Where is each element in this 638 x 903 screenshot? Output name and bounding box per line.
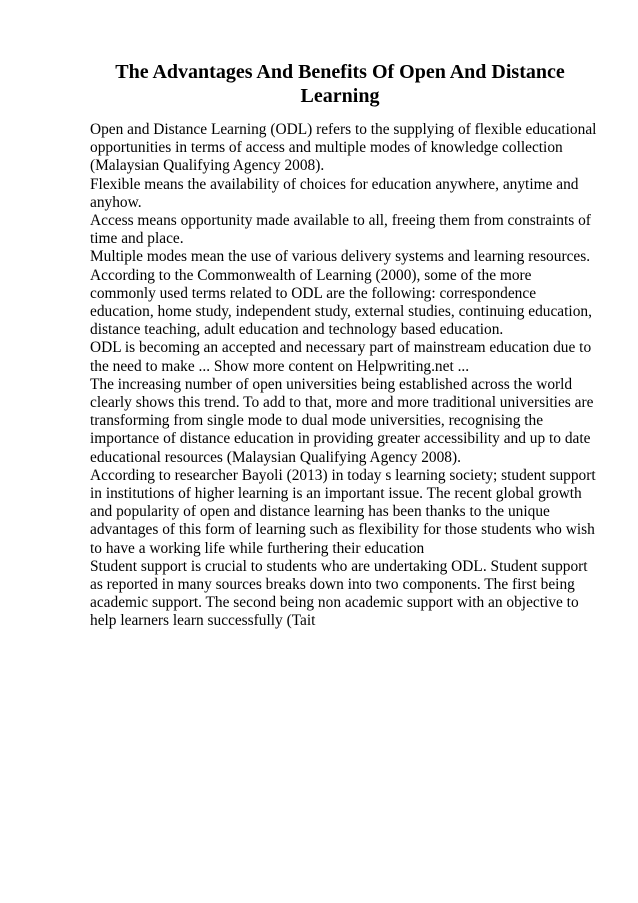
paragraph-commonwealth: According to the Commonwealth of Learning (2000), some of the more commonly used terms related to ODL are the following: correspondence education, home study, independent study, external studies, continuing education, distance teaching, adult education and technology based education. xyxy=(90,266,592,339)
paragraph-student-support: Student support is crucial to students who are undertaking ODL. Student support as reported in many sources breaks down into two components. The first being academic support. The second being non academic support with an objective to help learners learn successfully (Tait xyxy=(90,557,588,630)
paragraph-mainstream: ODL is becoming an accepted and necessary part of mainstream education due to the need to make ... Show more content on Helpwriting.net ... xyxy=(90,339,592,375)
paragraph-bayoli: According to researcher Bayoli (2013) in today s learning society; student support in institutions of higher learning is an important issue. The recent global growth and popularity of open and distance learning has been thanks to the unique advantages of this form of learning such as flexibility for those students who wish to have a working life while furthering their education xyxy=(90,466,596,557)
paragraph-access: Access means opportunity made available to all, freeing them from constraints of time and place. xyxy=(90,212,591,248)
paragraph-odl-definition: Open and Distance Learning (ODL) refers to the supplying of flexible educational opportunities in terms of access and multiple modes of knowledge collection (Malaysian Qualifying Agency 2008). xyxy=(90,121,597,175)
paragraph-flexible: Flexible means the availability of choices for education anywhere, anytime and anyhow. xyxy=(90,175,579,211)
document-body xyxy=(90,121,600,631)
paragraph-multiple-modes: Multiple modes mean the use of various delivery systems and learning resources. xyxy=(90,248,591,266)
document-title: The Advantages And Benefits Of Open And Distance Learning xyxy=(115,61,565,107)
paragraph-open-universities: The increasing number of open universities being established across the world clearly shows this trend. To add to that, more and more traditional universities are transforming from single mode to dual mode universities, recognising the importance of distance education in providing greater accessibility and up to date educational resources (Malaysian Qualifying Agency 2008). xyxy=(90,375,594,466)
